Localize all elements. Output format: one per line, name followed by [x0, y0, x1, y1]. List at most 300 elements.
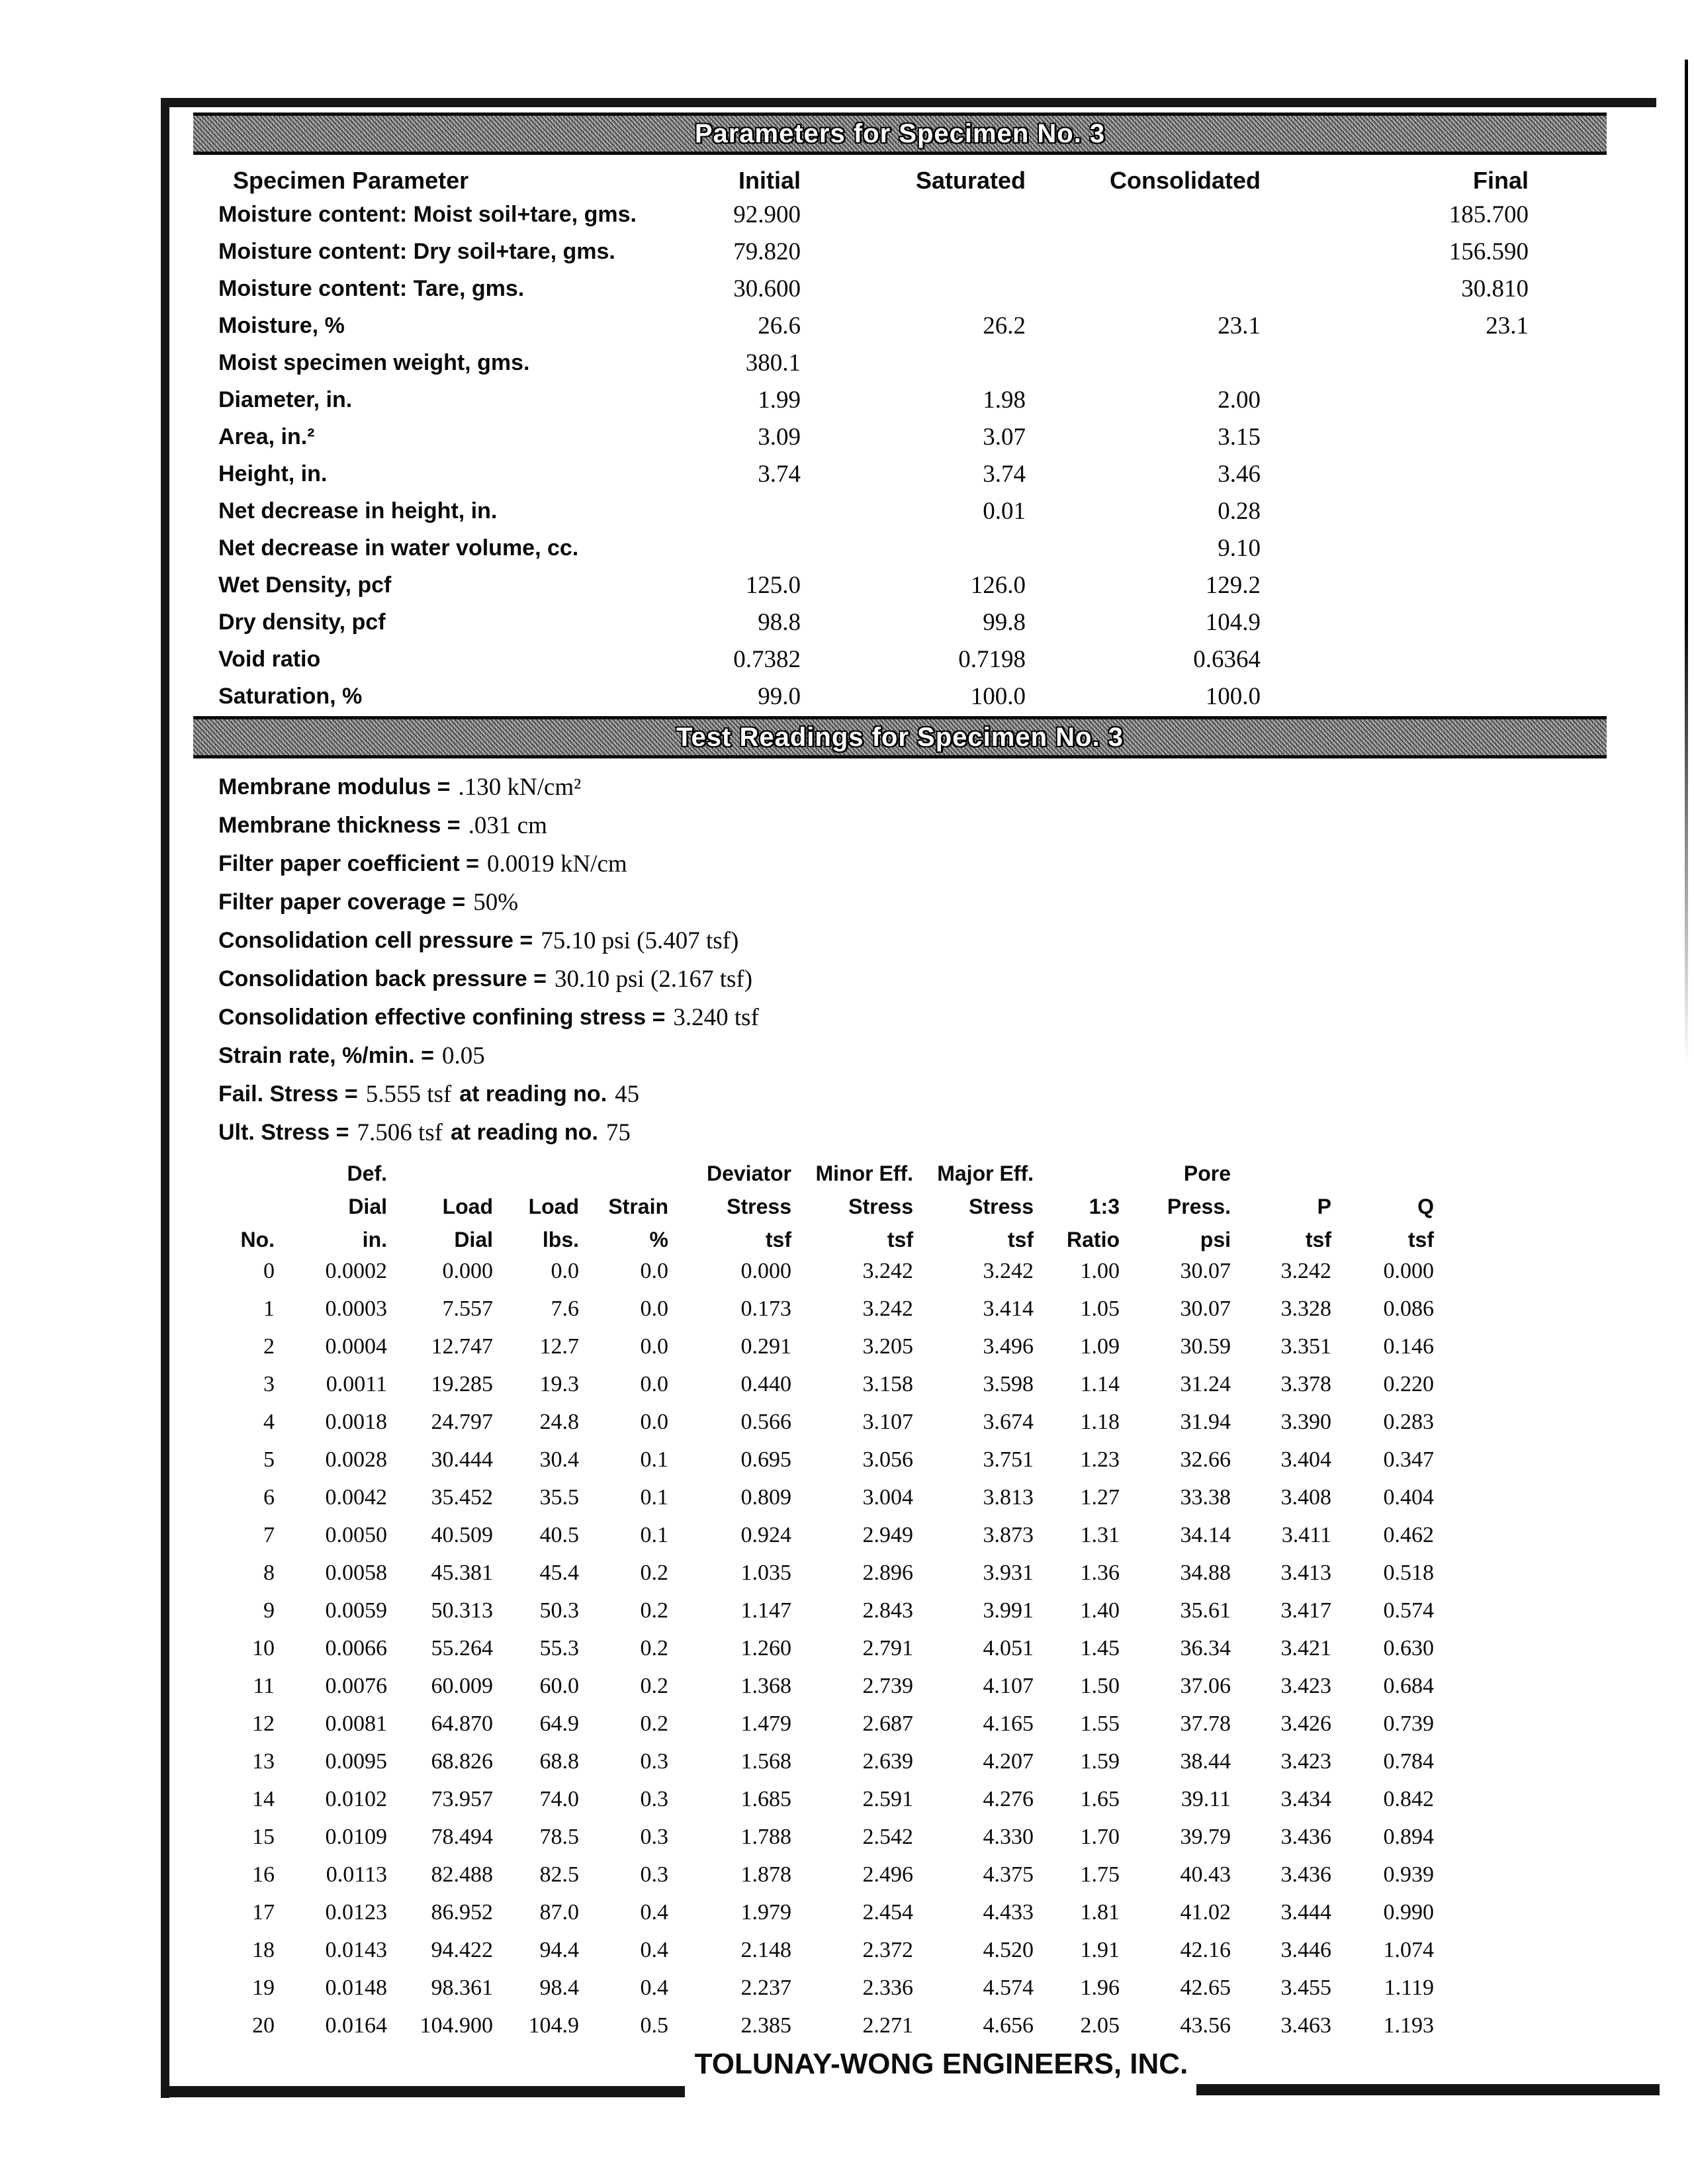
reading-value: 0.000	[1383, 1258, 1434, 1283]
readings-column-header	[579, 1153, 668, 1186]
reading-value: 0.0	[640, 1296, 668, 1321]
reading-value: 18	[252, 1937, 275, 1962]
table-row	[218, 1780, 1434, 1818]
parameter-value	[801, 196, 1026, 233]
readings-column-header: psi	[1200, 1228, 1231, 1251]
reading-value: 0.0102	[325, 1786, 387, 1811]
reading-value: 0.695	[740, 1447, 791, 1472]
reading-value: 3.751	[983, 1447, 1034, 1472]
readings-column-header: Major Eff.	[937, 1161, 1034, 1185]
reading-value: 1.260	[740, 1635, 791, 1661]
reading-value: 41.02	[1180, 1899, 1231, 1925]
parameter-label: Membrane modulus =	[218, 774, 451, 799]
parameter-value	[1261, 492, 1529, 529]
section-header-test-readings	[193, 716, 1607, 758]
reading-value: 94.422	[431, 1937, 493, 1962]
parameter-value: 26.6	[758, 312, 801, 340]
reading-value: 0.2	[640, 1598, 668, 1623]
parameter-value: 30.10 psi (2.167 tsf)	[554, 965, 753, 993]
parameter-label: Moisture content: Tare, gms.	[218, 275, 525, 301]
specimen-parameters-table	[218, 165, 1529, 715]
table-row	[218, 1818, 1434, 1856]
reading-value: 2.454	[862, 1899, 913, 1925]
readings-column-header	[1231, 1153, 1331, 1186]
test-parameter-line	[218, 806, 1575, 844]
reading-value: 38.44	[1180, 1749, 1231, 1774]
reading-value: 0.4	[640, 1899, 668, 1925]
reading-value: 2	[263, 1334, 275, 1359]
column-header-initial: Initial	[738, 167, 801, 194]
reading-value: 3.390	[1280, 1409, 1331, 1434]
reading-value: 0.784	[1383, 1749, 1434, 1774]
reading-value: 0.630	[1383, 1635, 1434, 1661]
reading-value: 86.952	[431, 1899, 493, 1925]
parameter-label: Filter paper coverage =	[218, 889, 466, 915]
parameter-label: Dry density, pcf	[218, 609, 386, 635]
reading-value: 0.220	[1383, 1371, 1434, 1396]
reading-value: 2.687	[862, 1711, 913, 1736]
reading-value: 0.0148	[325, 1975, 387, 2000]
reading-value: 35.452	[431, 1484, 493, 1510]
parameter-row	[218, 196, 1529, 233]
parameter-value: 380.1	[745, 349, 801, 377]
parameter-value	[1261, 604, 1529, 641]
reading-value: 1.65	[1080, 1786, 1120, 1811]
reading-value: 3.328	[1280, 1296, 1331, 1321]
readings-column-header: Load	[442, 1195, 493, 1218]
reading-value: 4.656	[983, 2013, 1034, 2038]
parameter-value: 100.0	[970, 682, 1026, 710]
test-readings-table	[218, 1153, 1434, 2044]
readings-column-header: in.	[362, 1228, 387, 1251]
reading-value: 30.444	[431, 1447, 493, 1472]
parameter-value: 7.506 tsf	[357, 1118, 443, 1146]
reading-value: 0.2	[640, 1560, 668, 1585]
reading-value: 45.381	[431, 1560, 493, 1585]
specimen-parameters-body	[218, 196, 1529, 715]
reading-value: 24.797	[431, 1409, 493, 1434]
reading-value: 3.411	[1281, 1522, 1331, 1547]
table-row	[218, 1931, 1434, 1969]
reading-value: 32.66	[1180, 1447, 1231, 1472]
readings-column-header: Dial	[454, 1228, 493, 1251]
reading-value: 0.0018	[325, 1409, 387, 1434]
reading-value: 2.639	[862, 1749, 913, 1774]
reading-value: 1.50	[1080, 1673, 1120, 1698]
reading-value: 19	[252, 1975, 275, 2000]
readings-header-row	[218, 1219, 1434, 1252]
readings-column-header: 1:3	[1089, 1195, 1120, 1218]
company-name: TOLUNAY-WONG ENGINEERS, INC.	[694, 2048, 1188, 2080]
reading-value: 60.0	[539, 1673, 579, 1698]
reading-value: 3.408	[1280, 1484, 1331, 1510]
parameter-value: .130 kN/cm²	[458, 773, 582, 801]
reading-value: 0.3	[640, 1862, 668, 1887]
reading-value: 3.991	[983, 1598, 1034, 1623]
readings-column-header	[218, 1153, 275, 1186]
reading-value: 2.336	[862, 1975, 913, 2000]
reading-value: 0.283	[1383, 1409, 1434, 1434]
reading-value: 42.65	[1180, 1975, 1231, 2000]
parameter-label: Consolidation cell pressure =	[218, 927, 533, 953]
parameter-value	[1261, 381, 1529, 418]
reading-value: 2.739	[862, 1673, 913, 1698]
reading-value: 35.5	[539, 1484, 579, 1510]
reading-value: 30.07	[1180, 1258, 1231, 1283]
reading-value: 20	[252, 2013, 275, 2038]
reading-value: 0.0	[551, 1258, 579, 1283]
reading-value: 31.94	[1180, 1409, 1231, 1434]
reading-value: 0.0011	[326, 1371, 387, 1396]
parameter-label: Fail. Stress =	[218, 1081, 358, 1107]
parameter-value: 23.1	[1486, 312, 1529, 340]
table-row	[218, 1328, 1434, 1365]
reading-value: 60.009	[431, 1673, 493, 1698]
reading-value: 8	[263, 1560, 275, 1585]
parameter-value: 126.0	[970, 571, 1026, 599]
section-title-test-readings: Test Readings for Specimen No. 3	[676, 722, 1124, 752]
readings-column-header: Pore	[1183, 1161, 1231, 1185]
reading-value: 0.2	[640, 1635, 668, 1661]
parameter-value	[801, 529, 1026, 567]
reading-value: 3.598	[983, 1371, 1034, 1396]
reading-value: 1.23	[1080, 1447, 1120, 1472]
reading-value: 3.404	[1280, 1447, 1331, 1472]
reading-value: 1.878	[740, 1862, 791, 1887]
reading-value: 82.5	[539, 1862, 579, 1887]
reading-value: 1.70	[1080, 1824, 1120, 1849]
reading-value: 1.05	[1080, 1296, 1120, 1321]
reading-value: 1.368	[740, 1673, 791, 1698]
table-row	[218, 1290, 1434, 1328]
reading-value: 0.3	[640, 1786, 668, 1811]
reading-value: 1.45	[1080, 1635, 1120, 1661]
parameter-label: Consolidation back pressure =	[218, 966, 547, 991]
parameter-row	[218, 492, 1529, 529]
reading-value: 64.870	[431, 1711, 493, 1736]
parameter-label: Ult. Stress =	[218, 1119, 349, 1145]
test-parameter-line	[218, 1113, 1575, 1152]
reading-value: 0.1	[640, 1522, 668, 1547]
parameter-value: 9.10	[1218, 534, 1261, 562]
column-header-consolidated: Consolidated	[1109, 167, 1261, 194]
parameter-value: 99.8	[983, 608, 1026, 636]
reading-value: 1.147	[740, 1598, 791, 1623]
reading-value: 1.18	[1080, 1409, 1120, 1434]
reading-value: 0.518	[1383, 1560, 1434, 1585]
reading-value: 3.351	[1280, 1334, 1331, 1359]
parameter-label: Moisture content: Moist soil+tare, gms.	[218, 201, 637, 227]
reading-value: 3	[263, 1371, 275, 1396]
footer-rule-right	[1196, 2084, 1660, 2095]
parameter-value	[1026, 270, 1261, 307]
table-row	[218, 1252, 1434, 1290]
reading-value: 0.0	[640, 1334, 668, 1359]
parameter-value	[1261, 529, 1529, 567]
column-header-parameter: Specimen Parameter	[233, 167, 469, 194]
reading-value: 0.173	[740, 1296, 791, 1321]
reading-value: 40.43	[1180, 1862, 1231, 1887]
table-row	[218, 1479, 1434, 1516]
reading-value: 3.004	[862, 1484, 913, 1510]
test-parameter-line	[218, 960, 1575, 998]
parameter-value	[701, 492, 801, 529]
reading-value: 4.433	[983, 1899, 1034, 1925]
reading-value: 0.4	[640, 1937, 668, 1962]
table-row	[218, 1856, 1434, 1893]
readings-column-header	[1331, 1153, 1434, 1186]
table-row	[218, 1403, 1434, 1441]
reading-value: 3.446	[1280, 1937, 1331, 1962]
reading-value: 0.146	[1383, 1334, 1434, 1359]
parameter-value	[1261, 678, 1529, 715]
parameter-value: 0.01	[983, 497, 1026, 525]
parameter-value	[1026, 233, 1261, 270]
parameter-value: 0.7198	[958, 645, 1026, 673]
reading-value: 9	[263, 1598, 275, 1623]
parameter-row	[218, 233, 1529, 270]
parameter-label: at reading no.	[450, 1119, 598, 1145]
reading-value: 35.61	[1180, 1598, 1231, 1623]
reading-value: 1.479	[740, 1711, 791, 1736]
readings-column-header: tsf	[1305, 1228, 1331, 1251]
reading-value: 3.107	[862, 1409, 913, 1434]
page-border-right-scan-line	[1685, 60, 1688, 1066]
reading-value: 1.979	[740, 1899, 791, 1925]
reading-value: 5	[263, 1447, 275, 1472]
reading-value: 19.3	[539, 1371, 579, 1396]
reading-value: 39.11	[1181, 1786, 1231, 1811]
readings-column-header: tsf	[765, 1228, 791, 1251]
reading-value: 4.051	[983, 1635, 1034, 1661]
reading-value: 4.375	[983, 1862, 1034, 1887]
reading-value: 30.07	[1180, 1296, 1231, 1321]
test-parameter-line	[218, 883, 1575, 921]
reading-value: 0.0050	[325, 1522, 387, 1547]
parameter-value	[1261, 344, 1529, 381]
reading-value: 0.0066	[325, 1635, 387, 1661]
parameter-label: Consolidation effective confining stress =	[218, 1004, 666, 1030]
reading-value: 1.27	[1080, 1484, 1120, 1510]
reading-value: 0.0113	[326, 1862, 387, 1887]
reading-value: 73.957	[431, 1786, 493, 1811]
parameter-label: Void ratio	[218, 646, 321, 672]
reading-value: 68.8	[539, 1749, 579, 1774]
table-row	[218, 1893, 1434, 1931]
readings-column-header: Load	[528, 1195, 579, 1218]
reading-value: 1.119	[1384, 1975, 1434, 2000]
reading-value: 2.148	[740, 1937, 791, 1962]
readings-column-header: Stress	[727, 1195, 791, 1218]
reading-value: 40.509	[431, 1522, 493, 1547]
test-parameters-list	[218, 768, 1575, 1152]
parameter-value: 2.00	[1218, 386, 1261, 414]
table-row	[218, 1743, 1434, 1780]
reading-value: 2.237	[740, 1975, 791, 2000]
reading-value: 4.330	[983, 1824, 1034, 1849]
readings-header-row	[218, 1186, 1434, 1219]
reading-value: 87.0	[539, 1899, 579, 1925]
readings-column-header: Dial	[348, 1195, 387, 1218]
reading-value: 2.385	[740, 2013, 791, 2038]
table-row	[218, 2007, 1434, 2044]
parameter-row	[218, 344, 1529, 381]
parameter-value: 104.9	[1205, 608, 1261, 636]
reading-value: 1.75	[1080, 1862, 1120, 1887]
reading-value: 2.791	[862, 1635, 913, 1661]
reading-value: 3.242	[862, 1258, 913, 1283]
reading-value: 15	[252, 1824, 275, 1849]
reading-value: 3.242	[862, 1296, 913, 1321]
reading-value: 1.36	[1080, 1560, 1120, 1585]
readings-column-header: P	[1317, 1195, 1331, 1218]
column-header-saturated: Saturated	[915, 167, 1026, 194]
reading-value: 0.0028	[325, 1447, 387, 1472]
parameter-value	[1026, 344, 1261, 381]
reading-value: 0.2	[640, 1711, 668, 1736]
readings-column-header: Strain	[608, 1195, 668, 1218]
readings-column-header: Press.	[1167, 1195, 1231, 1218]
parameter-value	[801, 233, 1026, 270]
reading-value: 13	[252, 1749, 275, 1774]
parameter-value: 0.0019 kN/cm	[486, 850, 627, 878]
reading-value: 3.434	[1280, 1786, 1331, 1811]
page-border-left	[161, 98, 169, 2098]
parameter-value: 3.07	[983, 423, 1026, 451]
reading-value: 12.747	[431, 1334, 493, 1359]
reading-value: 0.0123	[325, 1899, 387, 1925]
test-parameter-line	[218, 1075, 1575, 1113]
reading-value: 39.79	[1180, 1824, 1231, 1849]
reading-value: 3.413	[1280, 1560, 1331, 1585]
reading-value: 1.40	[1080, 1598, 1120, 1623]
parameter-label: Moist specimen weight, gms.	[218, 349, 530, 375]
reading-value: 0.440	[740, 1371, 791, 1396]
reading-value: 4.165	[983, 1711, 1034, 1736]
reading-value: 4.207	[983, 1749, 1034, 1774]
reading-value: 0.3	[640, 1749, 668, 1774]
reading-value: 104.9	[528, 2013, 579, 2038]
reading-value: 2.372	[862, 1937, 913, 1962]
parameter-value: 30.600	[733, 275, 801, 302]
readings-column-header: Minor Eff.	[815, 1161, 913, 1185]
parameter-row	[218, 567, 1529, 604]
parameter-label: Filter paper coefficient =	[218, 850, 479, 876]
footer-rule-left	[161, 2086, 685, 2097]
reading-value: 1.568	[740, 1749, 791, 1774]
parameter-label: Diameter, in.	[218, 387, 353, 412]
reading-value: 1.193	[1383, 2013, 1434, 2038]
parameter-value: 3.240 tsf	[673, 1003, 759, 1031]
reading-value: 0.0	[640, 1371, 668, 1396]
reading-value: 1.55	[1080, 1711, 1120, 1736]
reading-value: 43.56	[1180, 2013, 1231, 2038]
reading-value: 3.242	[1280, 1258, 1331, 1283]
reading-value: 3.426	[1280, 1711, 1331, 1736]
reading-value: 3.421	[1280, 1635, 1331, 1661]
column-header-final: Final	[1472, 167, 1529, 194]
reading-value: 3.158	[862, 1371, 913, 1396]
reading-value: 2.05	[1080, 2013, 1120, 2038]
reading-value: 3.417	[1280, 1598, 1331, 1623]
parameter-value: 3.74	[983, 460, 1026, 488]
parameter-value: 50%	[473, 888, 519, 916]
test-parameter-line	[218, 998, 1575, 1036]
reading-value: 0.5	[640, 2013, 668, 2038]
reading-value: 1.00	[1080, 1258, 1120, 1283]
reading-value: 98.361	[431, 1975, 493, 2000]
reading-value: 50.313	[431, 1598, 493, 1623]
parameter-value: 156.590	[1449, 238, 1529, 265]
parameter-label: at reading no.	[459, 1081, 607, 1107]
parameter-label: Net decrease in height, in.	[218, 498, 498, 523]
parameter-value	[801, 344, 1026, 381]
reading-value: 0.0164	[325, 2013, 387, 2038]
readings-column-header: Stress	[848, 1195, 913, 1218]
reading-value: 24.8	[539, 1409, 579, 1434]
reading-value: 1.96	[1080, 1975, 1120, 2000]
reading-value: 1.14	[1080, 1371, 1120, 1396]
parameter-label: Moisture content: Dry soil+tare, gms.	[218, 238, 615, 264]
parameter-value: 185.700	[1449, 201, 1529, 228]
parameter-row	[218, 418, 1529, 455]
reading-value: 3.444	[1280, 1899, 1331, 1925]
reading-value: 0.566	[740, 1409, 791, 1434]
parameter-value: 45	[615, 1080, 640, 1108]
reading-value: 68.826	[431, 1749, 493, 1774]
parameter-row	[218, 678, 1529, 715]
parameter-value: 3.15	[1218, 423, 1261, 451]
reading-value: 37.06	[1180, 1673, 1231, 1698]
reading-value: 17	[252, 1899, 275, 1925]
reading-value: 0	[263, 1258, 275, 1283]
reading-value: 34.14	[1180, 1522, 1231, 1547]
parameter-value: 0.7382	[733, 645, 801, 673]
reading-value: 1.59	[1080, 1749, 1120, 1774]
table-row	[218, 1554, 1434, 1592]
reading-value: 0.574	[1383, 1598, 1434, 1623]
parameter-label: Membrane thickness =	[218, 812, 461, 838]
reading-value: 0.347	[1383, 1447, 1434, 1472]
reading-value: 55.3	[539, 1635, 579, 1661]
reading-value: 94.4	[539, 1937, 579, 1962]
parameter-value: 98.8	[758, 608, 801, 636]
reading-value: 2.591	[862, 1786, 913, 1811]
reading-value: 50.3	[539, 1598, 579, 1623]
reading-value: 78.494	[431, 1824, 493, 1849]
parameter-label: Area, in.²	[218, 424, 315, 449]
parameter-label: Wet Density, pcf	[218, 572, 392, 598]
reading-value: 3.436	[1280, 1824, 1331, 1849]
table-row	[218, 1705, 1434, 1743]
test-parameter-line	[218, 844, 1575, 883]
parameter-row	[218, 529, 1529, 567]
reading-value: 3.414	[983, 1296, 1034, 1321]
reading-value: 0.0095	[325, 1749, 387, 1774]
reading-value: 2.896	[862, 1560, 913, 1585]
table-row	[218, 1969, 1434, 2007]
table-row	[218, 1667, 1434, 1705]
reading-value: 3.496	[983, 1334, 1034, 1359]
reading-value: 64.9	[539, 1711, 579, 1736]
section-header-parameters	[193, 113, 1607, 155]
reading-value: 0.462	[1383, 1522, 1434, 1547]
reading-value: 3.674	[983, 1409, 1034, 1434]
specimen-parameters-header	[218, 165, 1529, 196]
reading-value: 0.3	[640, 1824, 668, 1849]
reading-value: 0.0143	[325, 1937, 387, 1962]
parameter-value: 99.0	[758, 682, 801, 710]
